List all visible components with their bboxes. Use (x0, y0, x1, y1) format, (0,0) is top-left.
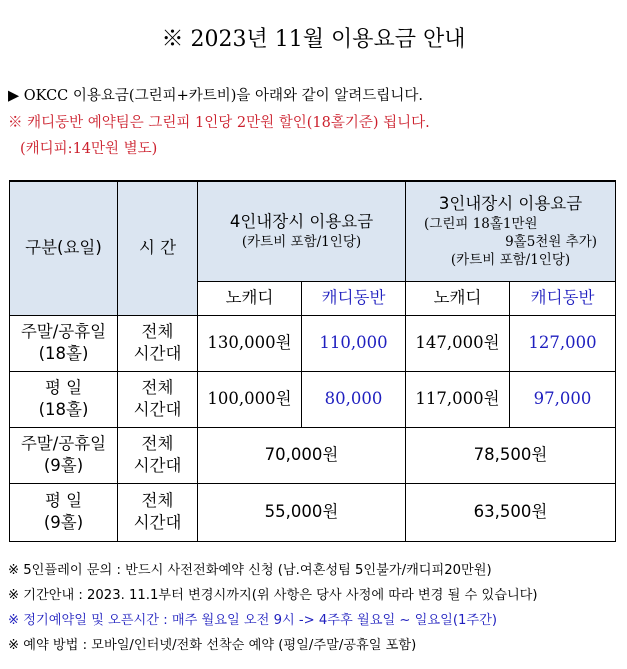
price-3-person: 78,500원 (406, 427, 616, 483)
price-table (9, 180, 616, 542)
row-time (118, 315, 198, 371)
header-3-with-caddie: 캐디동반 (510, 281, 616, 315)
row-category (10, 427, 118, 483)
price-3-no-caddie: 147,000원 (406, 315, 510, 371)
table-row (10, 483, 616, 541)
row-category-holes: (18홀) (38, 344, 89, 363)
row-time-2: 시간대 (133, 344, 182, 363)
table-row (10, 371, 616, 427)
header-time: 시 간 (118, 181, 198, 315)
row-category-holes: (9홀) (43, 456, 84, 475)
row-time-2: 시간대 (133, 513, 182, 532)
row-time (118, 427, 198, 483)
row-time-1: 전체 (141, 433, 174, 453)
price-3-person: 63,500원 (406, 483, 616, 541)
row-category (10, 483, 118, 541)
footnote-1: ※ 5인플레이 문의 : 반드시 사전전화예약 신청 (남.여혼성팀 5인불가/캐디피20만원) (8, 563, 492, 578)
price-4-person: 70,000원 (198, 427, 406, 483)
header-4-title: 4인내장시 이용요금 (229, 212, 374, 231)
price-3-no-caddie: 117,000원 (406, 371, 510, 427)
intro-line-3: (캐디피:14만원 별도) (20, 141, 158, 157)
price-4-with-caddie: 110,000 (302, 315, 406, 371)
row-category (10, 371, 118, 427)
footnote-2: ※ 기간안내 : 2023. 11.1부터 변경시까지(위 사항은 당사 사정에 따라 변경 될 수 있습니다) (8, 588, 538, 603)
row-category-name: 주말/공휴일 (20, 321, 107, 341)
page-title: ※ 2023년 11월 이용요금 안내 (161, 27, 466, 52)
price-4-with-caddie: 80,000 (302, 371, 406, 427)
price-4-person: 55,000원 (198, 483, 406, 541)
row-category-name: 평 일 (44, 377, 83, 397)
header-3-sub2: 9홀5천원 추가) (505, 234, 598, 251)
row-category-holes: (18홀) (38, 400, 89, 419)
header-3-sub1: (그린피 18홀1만원 (424, 216, 538, 233)
price-4-no-caddie: 100,000원 (198, 371, 302, 427)
price-4-no-caddie: 130,000원 (198, 315, 302, 371)
intro-line-2: ※ 캐디동반 예약팀은 그린피 1인당 2만원 할인(18홀기준) 됩니다. (8, 115, 430, 131)
header-3-sub3: (카트비 포함/1인당) (450, 252, 571, 269)
price-3-with-caddie: 127,000 (510, 315, 616, 371)
header-3-title: 3인내장시 이용요금 (438, 193, 583, 213)
row-time (118, 483, 198, 541)
intro-line-1: ▶ OKCC 이용요금(그린피+카트비)을 아래와 같이 알려드립니다. (8, 88, 423, 104)
row-time (118, 371, 198, 427)
header-3-person (406, 181, 616, 281)
row-time-1: 전체 (141, 490, 174, 510)
header-4-no-caddie: 노캐디 (198, 281, 302, 315)
row-category-name: 평 일 (44, 490, 83, 510)
row-time-2: 시간대 (133, 456, 182, 475)
price-3-with-caddie: 97,000 (510, 371, 616, 427)
footnote-4: ※ 예약 방법 : 모바일/인터넷/전화 선착순 예약 (평일/주말/공휴일 포함) (8, 638, 417, 653)
header-category: 구분(요일) (10, 181, 118, 315)
table-row (10, 315, 616, 371)
row-category-holes: (9홀) (43, 513, 84, 532)
row-time-1: 전체 (141, 321, 174, 341)
row-time-1: 전체 (141, 377, 174, 397)
header-4-sub: (카트비 포함/1인당) (241, 234, 362, 251)
header-4-with-caddie: 캐디동반 (302, 281, 406, 315)
row-category (10, 315, 118, 371)
row-category-name: 주말/공휴일 (20, 433, 107, 453)
header-3-no-caddie: 노캐디 (406, 281, 510, 315)
table-row (10, 427, 616, 483)
footnote-3: ※ 정기예약일 및 오픈시간 : 매주 월요일 오전 9시 -> 4주후 월요일 ~ 일요일(1주간) (8, 613, 497, 628)
row-time-2: 시간대 (133, 400, 182, 419)
header-4-person (198, 181, 406, 281)
